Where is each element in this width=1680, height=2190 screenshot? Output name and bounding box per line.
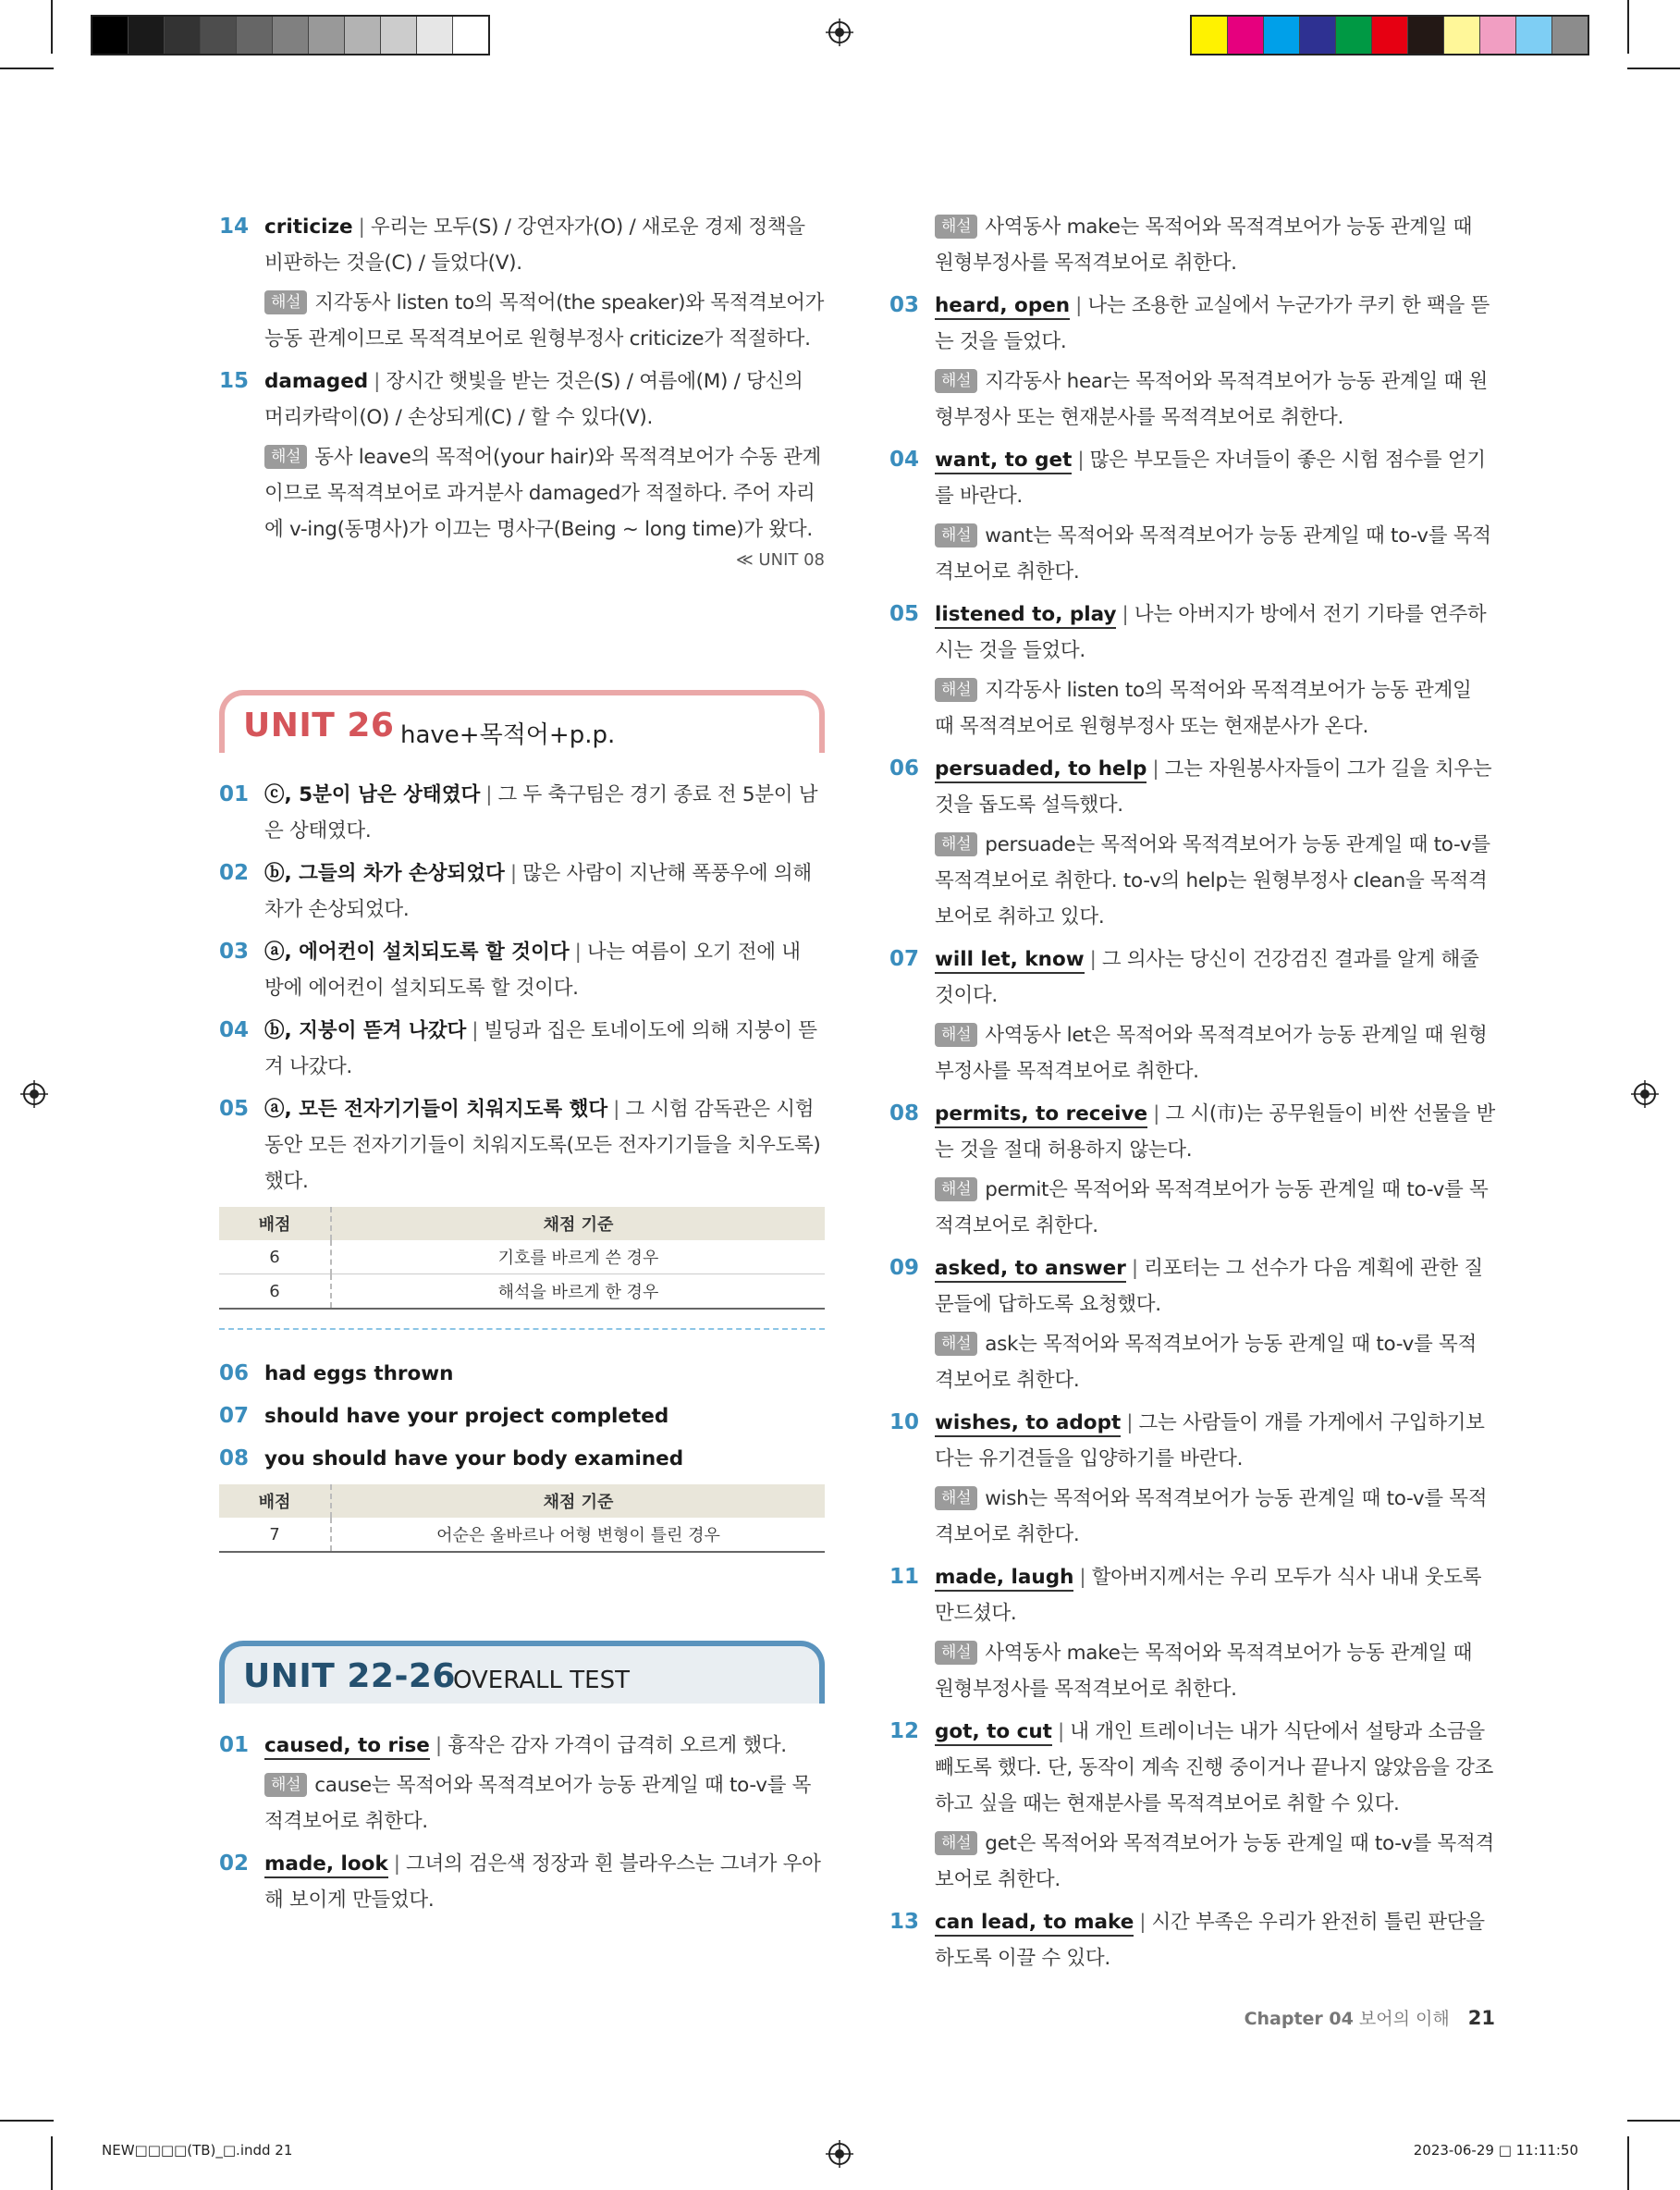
page-number: 21 bbox=[1467, 2007, 1495, 2029]
list-item bbox=[219, 855, 825, 928]
item-number: 08 bbox=[889, 1101, 920, 1126]
translation: 흉작은 감자 가격이 급격히 오르게 했다. bbox=[448, 1734, 787, 1757]
explanation bbox=[935, 209, 1495, 281]
registration-mark-icon bbox=[20, 1080, 48, 1108]
table-row bbox=[219, 1274, 825, 1310]
registration-mark-icon bbox=[826, 2140, 853, 2168]
translation: 많은 사람이 지난해 폭풍우에 의해 차가 손상되었다. bbox=[264, 862, 812, 921]
answer-list bbox=[889, 288, 1495, 1976]
color-swatch bbox=[1408, 17, 1444, 54]
item-number: 05 bbox=[889, 602, 920, 626]
explanation-tag: 해설 bbox=[935, 523, 977, 548]
color-swatch bbox=[381, 17, 417, 54]
translation: 많은 부모들은 자녀들이 좋은 시험 점수를 얻기를 바란다. bbox=[935, 449, 1486, 508]
answer-line bbox=[264, 209, 825, 281]
translation: 내 개인 트레이너는 내가 식단에서 설탕과 소금을 빼도록 했다. 단, 동작이 계속 진행 중이거나 끝나지 않았음을 강조하고 싶을 때는 현재분사를 목적격보어로 취할 수 있다. bbox=[935, 1720, 1494, 1815]
answer-list bbox=[219, 1356, 825, 1477]
answer-text: ⓑ, 지붕이 뜯겨 나갔다 bbox=[264, 1019, 467, 1042]
separator: | bbox=[574, 941, 582, 964]
answer-text: can lead, to make bbox=[935, 1911, 1134, 1937]
answer-line bbox=[264, 1398, 825, 1434]
color-swatch bbox=[1336, 17, 1372, 54]
item-number: 06 bbox=[219, 1361, 250, 1385]
translation: 할아버지께서는 우리 모두가 식사 내내 웃도록 만드셨다. bbox=[935, 1566, 1482, 1625]
item-number: 04 bbox=[219, 1018, 250, 1042]
color-swatch bbox=[345, 17, 381, 54]
color-swatch bbox=[237, 17, 273, 54]
explanation-tag: 해설 bbox=[935, 832, 977, 856]
overall-test-header bbox=[219, 1641, 825, 1704]
separator: | bbox=[1139, 1911, 1147, 1934]
color-swatch bbox=[1228, 17, 1264, 54]
answer-text: had eggs thrown bbox=[264, 1362, 454, 1385]
list-item bbox=[889, 1714, 1495, 1898]
color-swatch bbox=[1192, 17, 1228, 54]
list-item bbox=[219, 1091, 825, 1200]
list-item bbox=[219, 777, 825, 849]
translation: 우리는 모두(S) / 강연자가(O) / 새로운 경제 정책을 비판하는 것을(C) / 들었다(V). bbox=[264, 215, 805, 275]
answer-line bbox=[264, 1728, 825, 1764]
list-item bbox=[889, 1405, 1495, 1553]
crop-mark bbox=[51, 0, 53, 54]
unit-title: OVERALL TEST bbox=[453, 1667, 630, 1694]
answer-line bbox=[264, 777, 825, 849]
item-number: 13 bbox=[889, 1910, 920, 1934]
answer-text: made, look bbox=[264, 1852, 388, 1878]
color-swatch bbox=[1516, 17, 1552, 54]
explanation-text: ask는 목적어와 목적격보어가 능동 관계일 때 to-v를 목적격보어로 취한다. bbox=[935, 1333, 1477, 1392]
translation: 그 두 축구팀은 경기 종료 전 5분이 남은 상태였다. bbox=[264, 783, 818, 843]
answer-line bbox=[264, 1356, 825, 1392]
answer-text: asked, to answer bbox=[935, 1257, 1126, 1283]
explanation-tag: 해설 bbox=[935, 1332, 977, 1356]
color-swatch bbox=[92, 17, 129, 54]
translation: 그녀의 검은색 정장과 흰 블라우스는 그녀가 우아해 보이게 만들었다. bbox=[264, 1852, 821, 1912]
answer-list bbox=[219, 777, 825, 1200]
answer-text: you should have your body examined bbox=[264, 1447, 684, 1470]
color-swatch bbox=[165, 17, 201, 54]
unit-title: have+목적어+p.p. bbox=[400, 721, 616, 749]
translation: 그 시(市)는 공무원들이 비싼 선물을 받는 것을 절대 허용하지 않는다. bbox=[935, 1102, 1495, 1162]
answer-text: criticize bbox=[264, 215, 353, 239]
list-item bbox=[889, 597, 1495, 744]
criteria-cell: 어순은 올바르나 어형 변형이 틀린 경우 bbox=[331, 1518, 825, 1552]
answer-text: wishes, to adopt bbox=[935, 1411, 1121, 1437]
timestamp-slug: 2023-06-29 □ 11:11:50 bbox=[1413, 2142, 1578, 2159]
answer-line bbox=[264, 855, 825, 928]
explanation-text: get은 목적어와 목적격보어가 능동 관계일 때 to-v를 목적격보어로 취한다. bbox=[935, 1832, 1494, 1891]
item-number: 12 bbox=[889, 1719, 920, 1743]
answer-line bbox=[264, 1091, 825, 1200]
explanation bbox=[935, 1635, 1495, 1707]
explanation-tag: 해설 bbox=[935, 1831, 977, 1855]
explanation-tag: 해설 bbox=[935, 1023, 977, 1047]
crop-mark bbox=[51, 2136, 53, 2190]
item-number: 07 bbox=[889, 947, 920, 971]
color-swatch bbox=[273, 17, 309, 54]
translation: 그 시험 감독관은 시험 동안 모든 전자기기들이 치워지도록(모든 전자기기들을 치우도록) 했다. bbox=[264, 1098, 821, 1193]
separator: | bbox=[1126, 1411, 1134, 1434]
separator: | bbox=[1122, 603, 1129, 626]
explanation-tag: 해설 bbox=[264, 1773, 307, 1797]
explanation-text: permit은 목적어와 목적격보어가 능동 관계일 때 to-v를 목적격보어로 취한다. bbox=[935, 1178, 1489, 1237]
explanation-text: 지각동사 listen to의 목적어와 목적격보어가 능동 관계일 때 목적격보어로 원형부정사 또는 현재분사가 온다. bbox=[935, 679, 1472, 738]
answer-text: permits, to receive bbox=[935, 1102, 1147, 1128]
explanation-tag: 해설 bbox=[935, 1486, 977, 1510]
crop-mark bbox=[1627, 0, 1629, 54]
explanation-text: 지각동사 listen to의 목적어(the speaker)와 목적격보어가 능동 관계이므로 목적격보어로 원형부정사 criticize가 적절하다. bbox=[264, 291, 825, 351]
answer-text: made, laugh bbox=[935, 1566, 1073, 1592]
crop-mark bbox=[0, 2120, 54, 2122]
list-item bbox=[889, 751, 1495, 935]
color-swatch bbox=[201, 17, 237, 54]
answer-line bbox=[935, 1559, 1495, 1631]
list-item bbox=[219, 1846, 825, 1918]
unit-reference: ≪ UNIT 08 bbox=[735, 550, 825, 570]
translation: 그는 사람들이 개를 가게에서 구입하기보다는 유기견들을 입양하기를 바란다. bbox=[935, 1411, 1485, 1470]
answer-line bbox=[935, 288, 1495, 360]
separator: | bbox=[393, 1852, 400, 1876]
answer-text: got, to cut bbox=[935, 1720, 1052, 1746]
separator: | bbox=[358, 215, 365, 239]
item-number: 06 bbox=[889, 757, 920, 781]
separator: | bbox=[1152, 757, 1159, 781]
page-footer bbox=[1245, 2005, 1495, 2030]
list-item bbox=[889, 1096, 1495, 1244]
file-slug: NEW□□□□(TB)_□.indd 21 bbox=[102, 2142, 293, 2159]
item-number: 15 bbox=[219, 369, 250, 393]
item-number: 03 bbox=[219, 940, 250, 964]
translation: 나는 조용한 교실에서 누군가가 쿠키 한 팩을 뜯는 것을 들었다. bbox=[935, 294, 1490, 353]
item-number: 03 bbox=[889, 293, 920, 317]
explanation-text: 지각동사 hear는 목적어와 목적격보어가 능동 관계일 때 원형부정사 또는 현재분사를 목적격보어로 취한다. bbox=[935, 370, 1488, 429]
answer-text: will let, know bbox=[935, 948, 1085, 974]
list-item bbox=[219, 934, 825, 1006]
translation: 빌딩과 집은 토네이도에 의해 지붕이 뜯겨 나갔다. bbox=[264, 1019, 817, 1078]
explanation bbox=[935, 672, 1495, 744]
list-item bbox=[889, 209, 1495, 281]
translation: 그 의사는 당신이 건강검진 결과를 알게 해줄 것이다. bbox=[935, 948, 1479, 1007]
unit-26-header bbox=[219, 690, 825, 753]
process-color-bar bbox=[1190, 15, 1589, 55]
gray-color-bar bbox=[91, 15, 490, 55]
list-item bbox=[889, 1250, 1495, 1398]
translation: 나는 여름이 오기 전에 내 방에 에어컨이 설치되도록 할 것이다. bbox=[264, 941, 801, 1000]
color-swatch bbox=[1444, 17, 1480, 54]
list-item bbox=[889, 442, 1495, 590]
explanation bbox=[264, 1767, 825, 1839]
answer-text: ⓑ, 그들의 차가 손상되었다 bbox=[264, 862, 505, 885]
translation: 장시간 햇빛을 받는 것은(S) / 여름에(M) / 당신의 머리카락이(O) / 손상되게(C) / 할 수 있다(V). bbox=[264, 370, 803, 429]
explanation-tag: 해설 bbox=[935, 1177, 977, 1201]
explanation bbox=[935, 1172, 1495, 1244]
separator: | bbox=[472, 1019, 479, 1042]
crop-mark bbox=[1627, 2136, 1629, 2190]
list-item bbox=[219, 209, 825, 357]
answer-text: ⓐ, 모든 전자기기들이 치워지도록 했다 bbox=[264, 1098, 608, 1121]
explanation-text: 사역동사 make는 목적어와 목적격보어가 능동 관계일 때 원형부정사를 목적격보어로 취한다. bbox=[935, 215, 1473, 275]
answer-line bbox=[264, 934, 825, 1006]
separator: | bbox=[1131, 1257, 1139, 1280]
separator: | bbox=[1079, 1566, 1086, 1589]
registration-mark-icon bbox=[826, 18, 853, 46]
color-swatch bbox=[1552, 17, 1588, 54]
explanation-text: wish는 목적어와 목적격보어가 능동 관계일 때 to-v를 목적격보어로 취한다. bbox=[935, 1487, 1488, 1546]
answer-text: should have your project completed bbox=[264, 1405, 669, 1428]
answer-text: ⓒ, 5분이 남은 상태였다 bbox=[264, 783, 481, 806]
answer-text: heard, open bbox=[935, 294, 1070, 320]
list-item bbox=[889, 288, 1495, 436]
translation: 그는 자원봉사자들이 그가 길을 치우는 것을 돕도록 설득했다. bbox=[935, 757, 1492, 817]
explanation-text: persuade는 목적어와 목적격보어가 능동 관계일 때 to-v를 목적격보어로 취한다. to-v의 help는 원형부정사 clean을 목적격보어로 취하고 있다. bbox=[935, 833, 1490, 929]
answer-list bbox=[219, 1728, 825, 1918]
answer-line bbox=[264, 363, 825, 436]
separator: | bbox=[509, 862, 518, 885]
list-item bbox=[889, 1904, 1495, 1976]
explanation-tag: 해설 bbox=[935, 1641, 977, 1665]
criteria-cell: 기호를 바르게 쓴 경우 bbox=[331, 1240, 825, 1274]
table-header: 채점 기준 bbox=[331, 1207, 825, 1240]
separator: | bbox=[1153, 1102, 1160, 1126]
answer-text: ⓐ, 에어컨이 설치되도록 할 것이다 bbox=[264, 941, 570, 964]
explanation bbox=[935, 1326, 1495, 1398]
list-item bbox=[219, 1728, 825, 1839]
answer-list bbox=[219, 209, 825, 548]
separator: | bbox=[435, 1734, 443, 1757]
answer-line bbox=[935, 442, 1495, 514]
answer-text: caused, to rise bbox=[264, 1734, 430, 1760]
item-number: 02 bbox=[219, 1852, 250, 1876]
list-item bbox=[889, 1559, 1495, 1707]
score-cell: 6 bbox=[219, 1240, 331, 1274]
explanation-text: 사역동사 let은 목적어와 목적격보어가 능동 관계일 때 원형부정사를 목적격보어로 취한다. bbox=[935, 1024, 1488, 1083]
explanation bbox=[935, 1017, 1495, 1089]
color-swatch bbox=[309, 17, 345, 54]
list-item bbox=[219, 1356, 825, 1392]
crop-mark bbox=[1627, 68, 1680, 69]
answer-text: damaged bbox=[264, 370, 369, 393]
list-item bbox=[219, 1398, 825, 1434]
explanation-tag: 해설 bbox=[264, 445, 307, 469]
left-column bbox=[219, 209, 825, 1925]
separator: | bbox=[613, 1098, 620, 1121]
explanation-text: want는 목적어와 목적격보어가 능동 관계일 때 to-v를 목적격보어로 취한다. bbox=[935, 524, 1491, 584]
answer-text: persuaded, to help bbox=[935, 757, 1147, 783]
explanation-text: 사역동사 make는 목적어와 목적격보어가 능동 관계일 때 원형부정사를 목적격보어로 취한다. bbox=[935, 1642, 1473, 1701]
table-row bbox=[219, 1518, 825, 1552]
answer-line bbox=[935, 1714, 1495, 1822]
item-number: 01 bbox=[219, 1733, 250, 1757]
answer-line bbox=[935, 1904, 1495, 1976]
color-swatch bbox=[1264, 17, 1300, 54]
crop-mark bbox=[0, 68, 54, 69]
explanation bbox=[935, 363, 1495, 436]
color-swatch bbox=[129, 17, 165, 54]
chapter-label: Chapter 04 bbox=[1244, 2009, 1354, 2029]
chapter-title: 보어의 이해 bbox=[1358, 2009, 1450, 2029]
grading-table bbox=[219, 1207, 825, 1310]
explanation-tag: 해설 bbox=[264, 290, 307, 314]
answer-text: want, to get bbox=[935, 449, 1072, 474]
item-number: 04 bbox=[889, 448, 920, 472]
answer-text: listened to, play bbox=[935, 603, 1116, 629]
table-header: 채점 기준 bbox=[331, 1484, 825, 1518]
list-item bbox=[889, 941, 1495, 1089]
grading-table bbox=[219, 1484, 825, 1553]
explanation-tag: 해설 bbox=[935, 678, 977, 702]
translation: 시간 부족은 우리가 완전히 틀린 판단을 하도록 이끌 수 있다. bbox=[935, 1911, 1485, 1970]
explanation-text: 동사 leave의 목적어(your hair)와 목적격보어가 수동 관계이므로 목적격보어로 과거분사 damaged가 적절하다. 주어 자리에 v-ing(동명사)가 이끄는 명사구(Being ~ long time)가 왔다. bbox=[264, 446, 821, 541]
explanation bbox=[935, 1481, 1495, 1553]
separator: | bbox=[374, 370, 381, 393]
item-number: 01 bbox=[219, 782, 250, 806]
item-number: 02 bbox=[219, 861, 250, 885]
divider bbox=[219, 1328, 825, 1330]
item-number: 09 bbox=[889, 1256, 920, 1280]
separator: | bbox=[1089, 948, 1097, 971]
item-number: 11 bbox=[889, 1565, 920, 1589]
crop-mark bbox=[1627, 2120, 1680, 2122]
score-cell: 7 bbox=[219, 1518, 331, 1552]
explanation-tag: 해설 bbox=[935, 215, 977, 239]
item-number: 08 bbox=[219, 1446, 250, 1470]
right-column bbox=[889, 209, 1495, 1983]
separator: | bbox=[1075, 294, 1083, 317]
explanation bbox=[264, 285, 825, 357]
color-swatch bbox=[1300, 17, 1336, 54]
separator: | bbox=[1077, 449, 1085, 472]
answer-line bbox=[935, 1250, 1495, 1323]
criteria-cell: 해석을 바르게 한 경우 bbox=[331, 1274, 825, 1310]
score-cell: 6 bbox=[219, 1274, 331, 1310]
table-header: 배점 bbox=[219, 1484, 331, 1518]
explanation-text: cause는 목적어와 목적격보어가 능동 관계일 때 to-v를 목적격보어로 취한다. bbox=[264, 1774, 812, 1833]
item-number: 05 bbox=[219, 1097, 250, 1121]
color-swatch bbox=[417, 17, 453, 54]
answer-line bbox=[264, 1846, 825, 1918]
unit-label: UNIT 22-26 bbox=[243, 1657, 456, 1695]
unit-label: UNIT 26 bbox=[243, 707, 395, 744]
list-item bbox=[219, 1441, 825, 1477]
explanation-tag: 해설 bbox=[935, 369, 977, 393]
separator: | bbox=[485, 783, 493, 806]
answer-line bbox=[935, 1405, 1495, 1477]
color-swatch bbox=[1372, 17, 1408, 54]
answer-line bbox=[264, 1013, 825, 1085]
translation: 리포터는 그 선수가 다음 계획에 관한 질문들에 답하도록 요청했다. bbox=[935, 1257, 1483, 1316]
explanation bbox=[935, 518, 1495, 590]
translation: 나는 아버지가 방에서 전기 기타를 연주하시는 것을 들었다. bbox=[935, 603, 1487, 662]
explanation bbox=[935, 1826, 1495, 1898]
list-item bbox=[219, 363, 825, 548]
answer-line bbox=[264, 1441, 825, 1477]
answer-line bbox=[935, 597, 1495, 669]
item-number: 14 bbox=[219, 215, 250, 239]
separator: | bbox=[1057, 1720, 1065, 1743]
color-swatch bbox=[453, 17, 488, 54]
list-item bbox=[219, 1013, 825, 1085]
item-number: 10 bbox=[889, 1410, 920, 1434]
table-row bbox=[219, 1240, 825, 1274]
table-header: 배점 bbox=[219, 1207, 331, 1240]
answer-line bbox=[935, 941, 1495, 1014]
color-swatch bbox=[1480, 17, 1516, 54]
item-number: 07 bbox=[219, 1404, 250, 1428]
explanation bbox=[264, 439, 825, 548]
registration-mark-icon bbox=[1631, 1080, 1659, 1108]
explanation bbox=[935, 827, 1495, 935]
answer-line bbox=[935, 1096, 1495, 1168]
answer-line bbox=[935, 751, 1495, 823]
